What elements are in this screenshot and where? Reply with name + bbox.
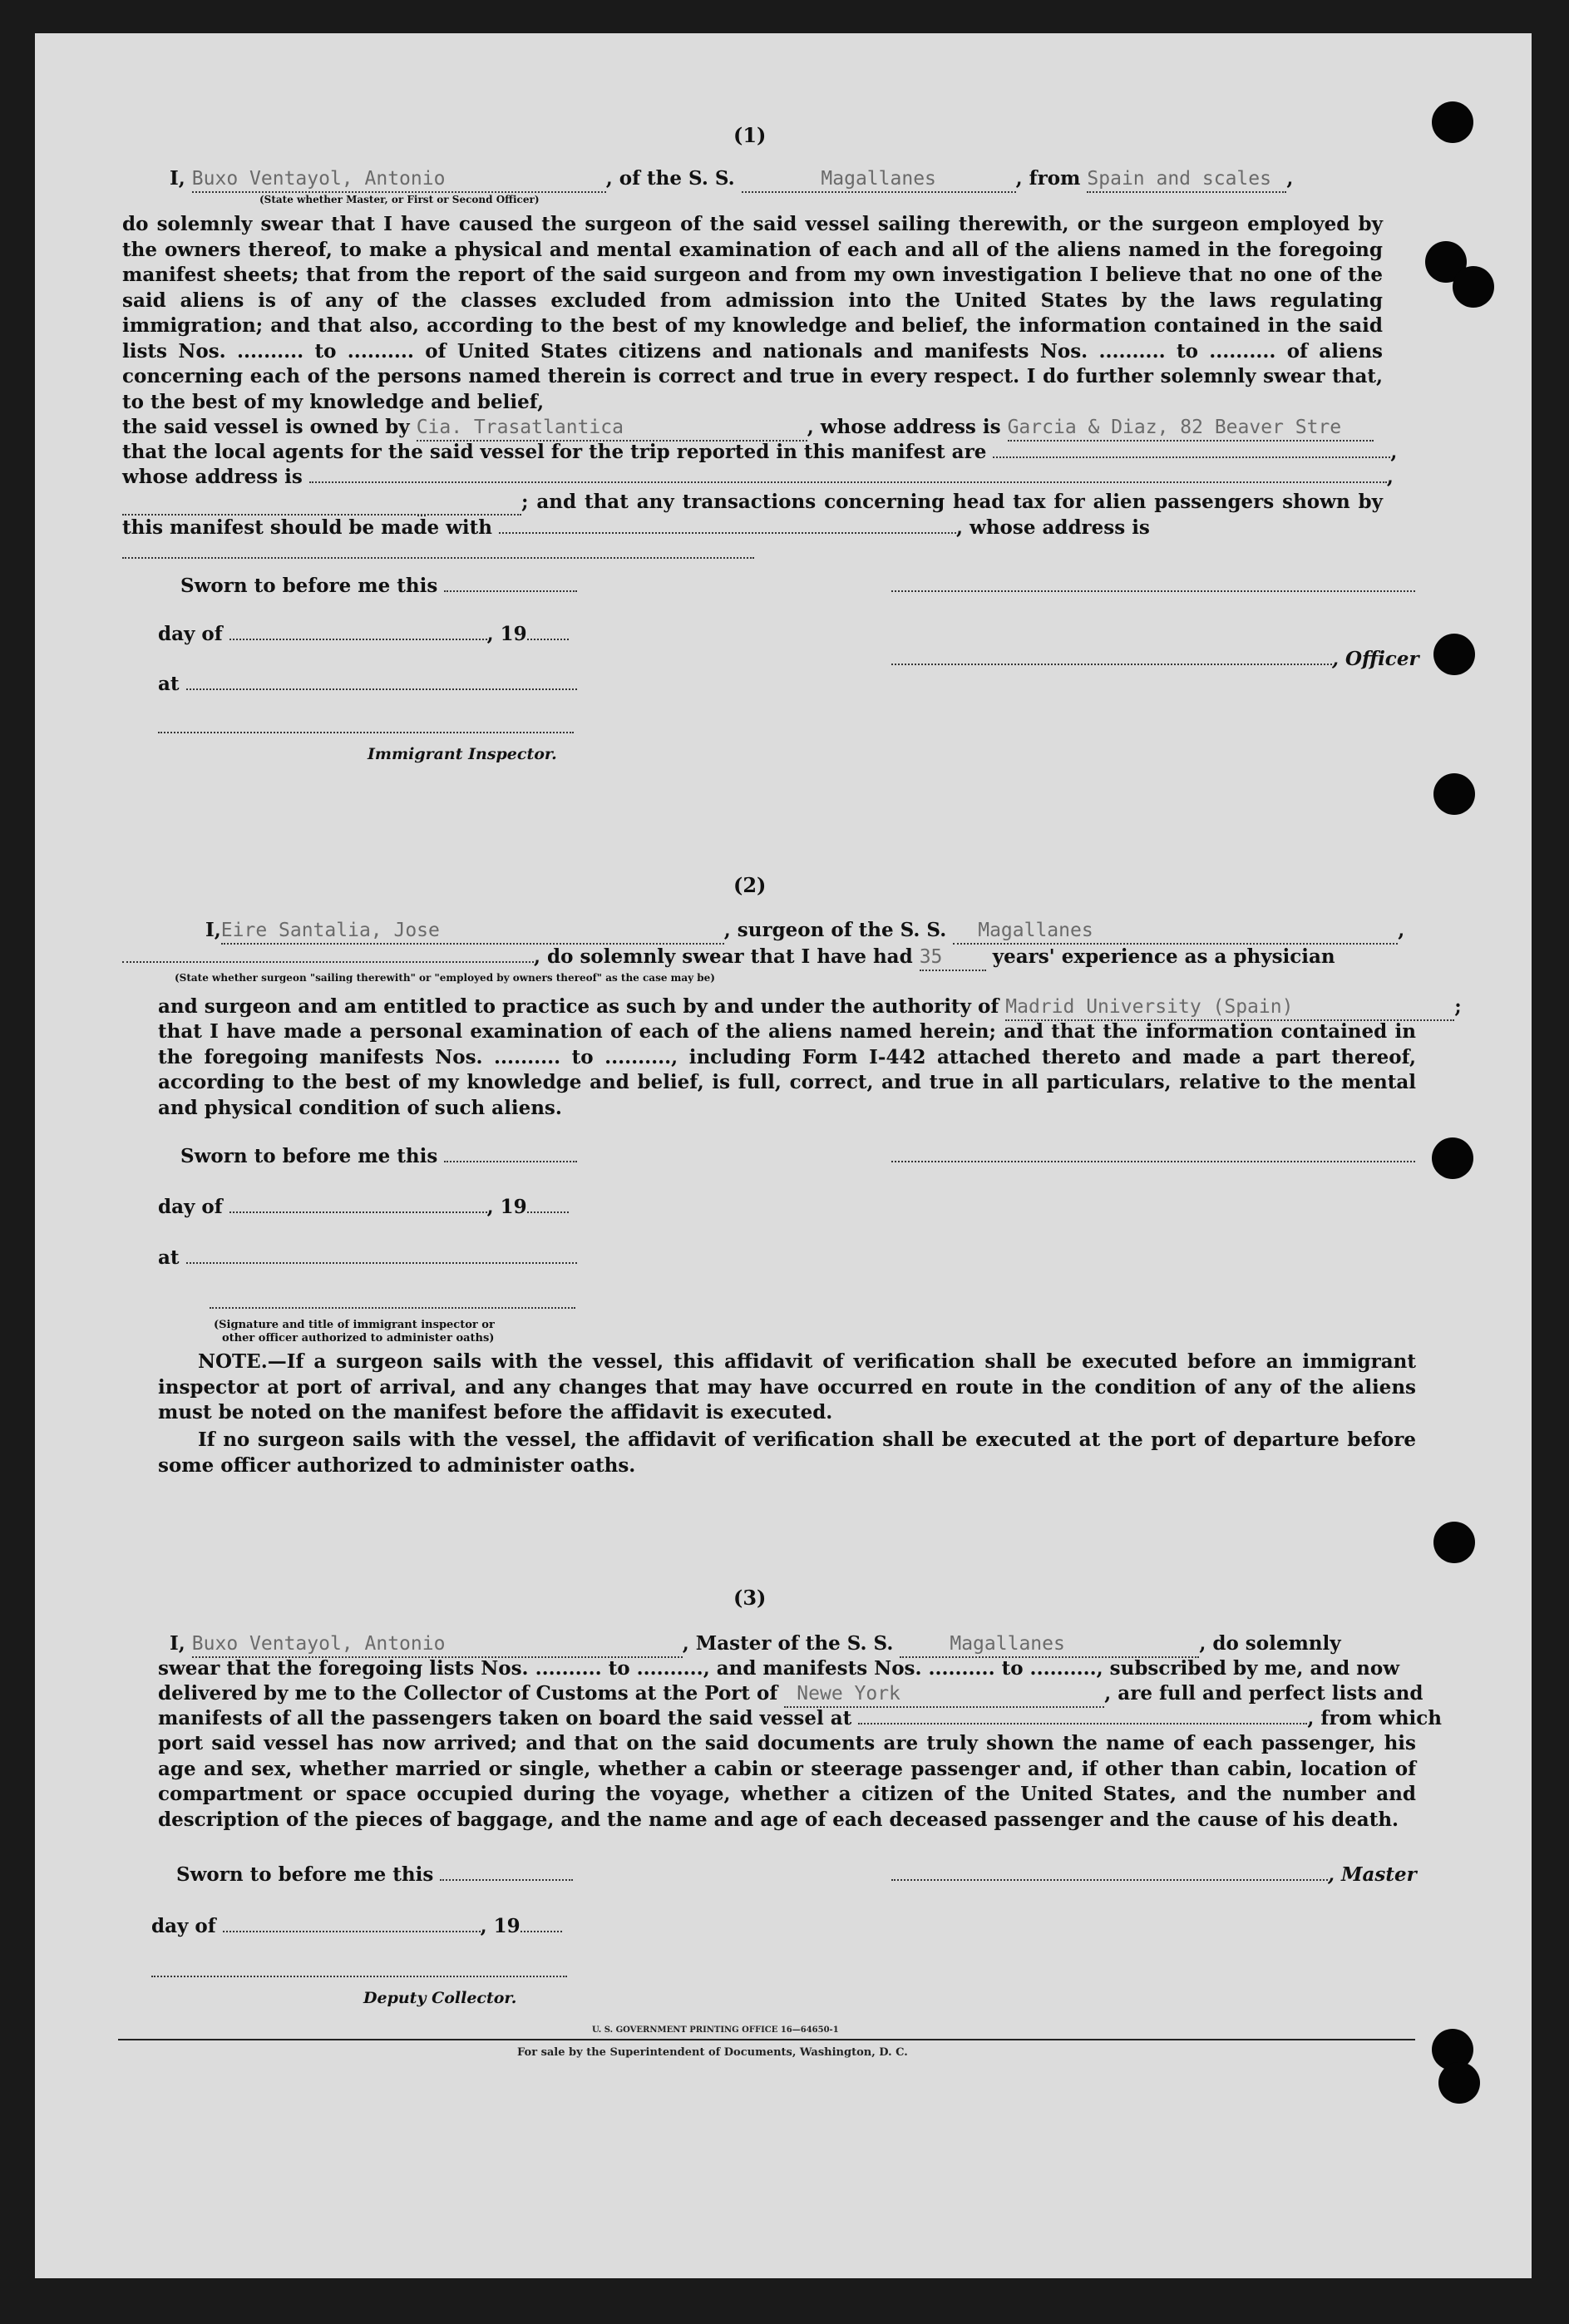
- punch-hole: [1433, 634, 1475, 675]
- section-3-master-field: Buxo Ventayol, Antonio: [191, 1633, 446, 1655]
- local-agents-line: that the local agents for the said vessel for the trip reported in this manifest are ,: [122, 441, 1398, 463]
- section-2-number: (2): [733, 873, 767, 897]
- officer-note: (State whether Master, or First or Second Officer): [259, 194, 540, 205]
- section-1-master-line: I, Buxo Ventayol, Antonio , of the S. S. Magallanes , from Spain and scales ,: [170, 166, 1293, 193]
- head-tax-text: ; and that any transactions concerning head tax for alien passengers shown by this manifest should be made with , whose address is: [122, 491, 1383, 539]
- for-sale-line: For sale by the Superintendent of Documents, Washington, D. C.: [517, 2046, 908, 2059]
- at-line-2: at: [158, 1246, 577, 1271]
- owner-field: Cia. Trasatlantica: [416, 417, 624, 438]
- sworn-line-2: Sworn to before me this: [180, 1144, 577, 1169]
- signature-note-2: other officer authorized to administer oaths): [222, 1332, 495, 1345]
- vessel-name-field: Magallanes: [821, 168, 936, 190]
- punch-hole: [1433, 1522, 1475, 1563]
- immigrant-inspector-label: Immigrant Inspector.: [368, 745, 557, 763]
- whose-address-line: whose address is ,: [122, 466, 1394, 488]
- day-of-line-1: day of , 19: [158, 622, 569, 647]
- inspector-line: [158, 715, 574, 740]
- surgeon-note: (State whether surgeon "sailing therewith" or "employed by owners thereof" as the case may be): [175, 972, 715, 984]
- at-line-1: at: [158, 672, 577, 697]
- authority-line: and surgeon and am entitled to practice as such by and under the authority of Madrid University (Spain) ;: [158, 994, 1462, 1021]
- master-signature-line: , Master: [891, 1863, 1417, 1887]
- punch-hole: [1432, 101, 1473, 143]
- punch-hole: [1432, 1137, 1473, 1179]
- from-field: Spain and scales: [1087, 168, 1271, 190]
- section-2-body: that I have made a personal examination of each of the aliens named herein; and that the information contained in the foregoing manifests Nos. .......... to .........., including Form I-442 attached thereto and made a part thereof, according to the best of my knowledge and belief, is full, correct, and true in all particulars, relative to the mental and physical condition of such aliens.: [158, 1020, 1416, 1119]
- sworn-signature-line-1: [891, 574, 1415, 599]
- footer-rule: [118, 2039, 1415, 2040]
- day-of-line-2: day of , 19: [158, 1195, 569, 1220]
- signature-line-2: [210, 1290, 575, 1315]
- surgeon-name-field: Eire Santalia, Jose: [220, 920, 440, 941]
- lists-line: swear that the foregoing lists Nos. .......... to .........., and manifests Nos. .......... to .........., subscribed by me, and now: [158, 1657, 1400, 1680]
- manifests-line: manifests of all the passengers taken on board the said vessel at , from which: [158, 1707, 1443, 1729]
- section-1-body: do solemnly swear that I have caused the surgeon of the said vessel sailing therewith, or the surgeon employed by the owners thereof, to make a physical and mental examination of each and all of the aliens named in the foregoing manifest sheets; that from the report of the said surgeon and from my own investigation I believe that no one of the said aliens is of any of the classes excluded from admission into the United States by the laws regulating immigration; and that also, according to the best of my knowledge and belief, the information contained in the said lists Nos. .......... to .......... of United States citizens and nationals and manifests Nos. .......... to .......... of aliens concerning each of the persons named therein is correct and true in every respect. I do further solemnly swear that, to the best of my knowledge and belief,: [122, 213, 1383, 413]
- sworn-line-3: Sworn to before me this: [176, 1863, 573, 1887]
- section-1-number: (1): [733, 123, 767, 147]
- deputy-signature-line: [151, 1959, 567, 1984]
- section-2-surgeon-line: I,Eire Santalia, Jose , surgeon of the S. S. Magallanes ,: [205, 918, 1404, 945]
- punch-hole: [1433, 773, 1475, 815]
- sworn-line-1: Sworn to before me this: [180, 574, 577, 599]
- years-field: 35: [919, 946, 943, 968]
- section-3-master-line: I, Buxo Ventayol, Antonio , Master of the S. S. Magallanes , do solemnly: [170, 1631, 1341, 1658]
- authority-field: Madrid University (Spain): [1005, 996, 1294, 1018]
- signature-note-1: (Signature and title of immigrant inspector or: [214, 1319, 495, 1331]
- section-3-vessel-field: Magallanes: [950, 1633, 1065, 1655]
- master-name-field: Buxo Ventayol, Antonio: [191, 168, 446, 190]
- port-line: delivered by me to the Collector of Customs at the Port of Newe York , are full and perfect lists and: [158, 1681, 1423, 1708]
- experience-line: , do solemnly swear that I have had 35 years' experience as a physician: [122, 945, 1335, 971]
- owned-by-line: the said vessel is owned by Cia. Trasatlantica , whose address is Garcia & Diaz, 82 Beaver Stre: [122, 415, 1374, 442]
- section-3-number: (3): [733, 1586, 767, 1610]
- manifest-verification-page: [35, 33, 1532, 2278]
- punch-hole: [1438, 2062, 1480, 2104]
- printing-office: U. S. GOVERNMENT PRINTING OFFICE 16—64650-1: [592, 2025, 839, 2035]
- note-paragraph-1: NOTE.—If a surgeon sails with the vessel, this affidavit of verification shall be executed before an immigrant inspector at port of arrival, and any changes that may have occurred en route in the condition of any of the aliens must be noted on the manifest before the affidavit is executed.: [158, 1350, 1416, 1424]
- sworn-signature-line-2: [891, 1144, 1415, 1169]
- officer-line: , Officer: [891, 647, 1419, 672]
- owner-address-field: Garcia & Diaz, 82 Beaver Stre: [1007, 417, 1342, 438]
- note-label: NOTE.: [198, 1350, 268, 1373]
- day-of-line-3: day of , 19: [151, 1914, 562, 1939]
- surgeon-vessel-field: Magallanes: [978, 920, 1093, 941]
- head-tax-address-line: [122, 540, 754, 565]
- note-paragraph-2: If no surgeon sails with the vessel, the affidavit of verification shall be executed at the port of departure before some officer authorized to administer oaths.: [158, 1428, 1416, 1477]
- punch-hole: [1453, 266, 1494, 308]
- deputy-collector-label: Deputy Collector.: [363, 1989, 517, 2007]
- section-3-body: port said vessel has now arrived; and that on the said documents are truly shown the name of each passenger, his age and sex, whether married or single, whether a cabin or steerage passenger and, if other than cabin, location of compartment or space occupied during the voyage, whether a citizen of the United States, and the number and description of the pieces of baggage, and the name and age of each deceased passenger and the cause of his death.: [158, 1732, 1416, 1831]
- port-field: Newe York: [797, 1683, 900, 1705]
